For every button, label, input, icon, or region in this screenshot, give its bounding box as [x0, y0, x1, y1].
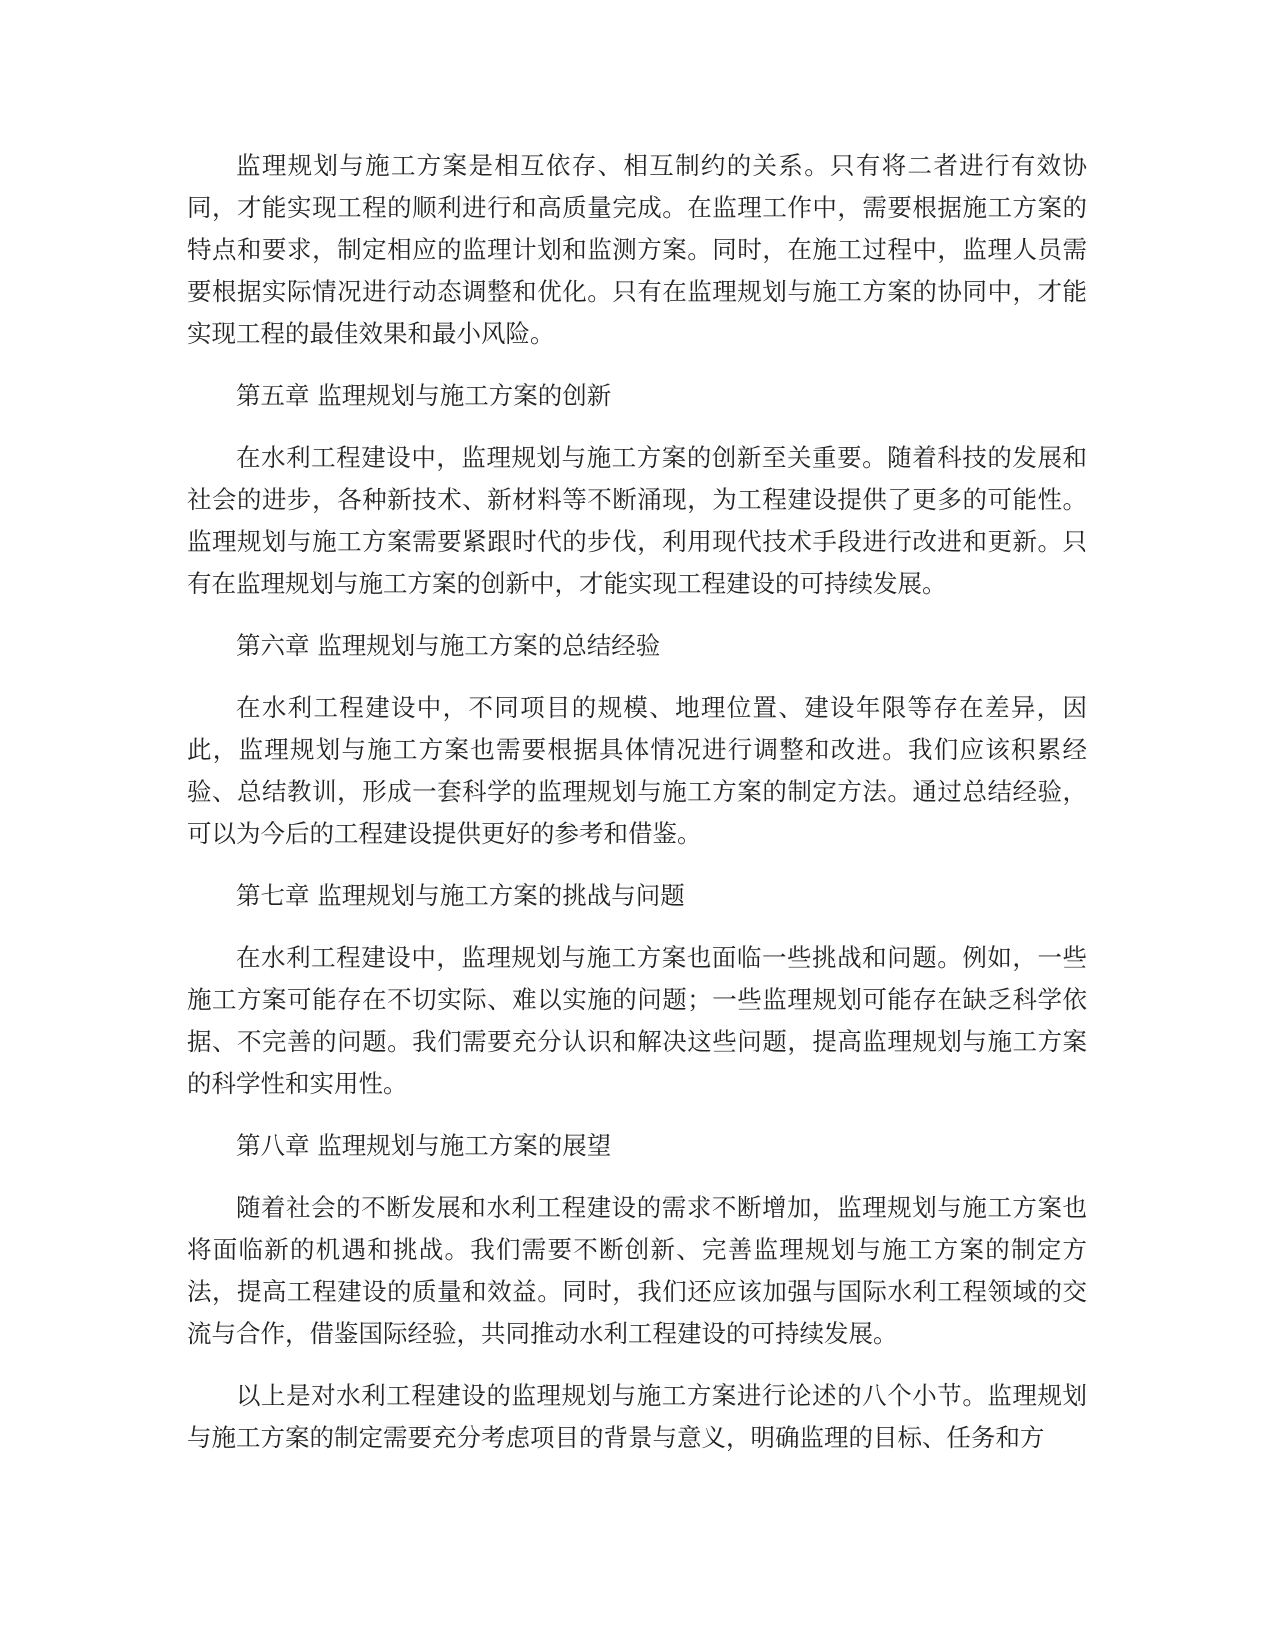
- paragraph-summary: 以上是对水利工程建设的监理规划与施工方案进行论述的八个小节。监理规划与施工方案的制定需要充分考虑项目的背景与意义，明确监理的目标、任务和方: [187, 1381, 1087, 1452]
- paragraph-challenges: 在水利工程建设中，监理规划与施工方案也面临一些挑战和问题。例如，一些施工方案可能存在不切实际、难以实施的问题；一些监理规划可能存在缺乏科学依据、不完善的问题。我们需要充分认识和解决这些问题，提高监理规划与施工方案的科学性和实用性。: [187, 943, 1087, 1098]
- heading-chapter-5: 第五章 监理规划与施工方案的创新: [236, 381, 612, 410]
- heading-chapter-8: 第八章 监理规划与施工方案的展望: [236, 1131, 612, 1160]
- paragraph-experience: 在水利工程建设中，不同项目的规模、地理位置、建设年限等存在差异，因此，监理规划与施工方案也需要根据具体情况进行调整和改进。我们应该积累经验、总结教训，形成一套科学的监理规划与施工方案的制定方法。通过总结经验，可以为今后的工程建设提供更好的参考和借鉴。: [187, 693, 1087, 848]
- paragraph-outlook: 随着社会的不断发展和水利工程建设的需求不断增加，监理规划与施工方案也将面临新的机遇和挑战。我们需要不断创新、完善监理规划与施工方案的制定方法，提高工程建设的质量和效益。同时，我们还应该加强与国际水利工程领域的交流与合作，借鉴国际经验，共同推动水利工程建设的可持续发展。: [187, 1193, 1087, 1348]
- paragraph-synergy: 监理规划与施工方案是相互依存、相互制约的关系。只有将二者进行有效协同，才能实现工程的顺利进行和高质量完成。在监理工作中，需要根据施工方案的特点和要求，制定相应的监理计划和监测方案。同时，在施工过程中，监理人员需要根据实际情况进行动态调整和优化。只有在监理规划与施工方案的协同中，才能实现工程的最佳效果和最小风险。: [187, 151, 1087, 348]
- document-body: [187, 145, 1087, 1479]
- heading-chapter-7: 第七章 监理规划与施工方案的挑战与问题: [236, 881, 685, 910]
- heading-chapter-6: 第六章 监理规划与施工方案的总结经验: [236, 631, 661, 660]
- paragraph-innovation: 在水利工程建设中，监理规划与施工方案的创新至关重要。随着科技的发展和社会的进步，各种新技术、新材料等不断涌现，为工程建设提供了更多的可能性。监理规划与施工方案需要紧跟时代的步伐，利用现代技术手段进行改进和更新。只有在监理规划与施工方案的创新中，才能实现工程建设的可持续发展。: [187, 443, 1087, 598]
